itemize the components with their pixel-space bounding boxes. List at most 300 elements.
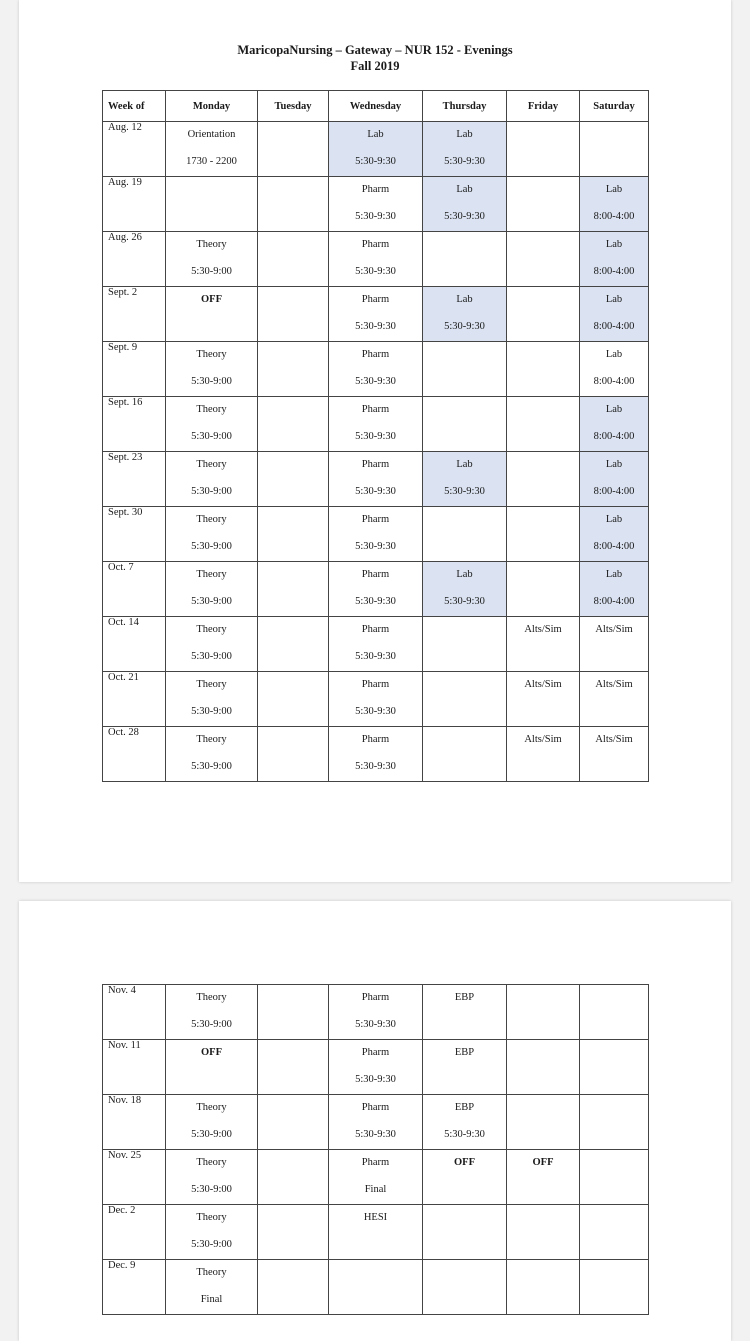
cell-session (507, 238, 579, 251)
cell-time (507, 210, 579, 223)
friday-cell (507, 177, 580, 232)
cell-time: 5:30-9:30 (444, 596, 485, 607)
cell-time (329, 1238, 422, 1251)
cell-time (258, 1183, 328, 1196)
cell-session: Lab (605, 514, 623, 525)
cell-time (258, 155, 328, 168)
tuesday-cell (258, 1205, 329, 1260)
friday-cell (507, 287, 580, 342)
cell-session (258, 513, 328, 526)
saturday-cell (580, 232, 649, 287)
cell-session (507, 1211, 579, 1224)
thursday-cell (423, 397, 507, 452)
cell-time: 5:30-9:30 (355, 211, 396, 222)
cell-time (507, 155, 579, 168)
cell-session: EBP (454, 992, 475, 1003)
table-row (103, 1040, 649, 1095)
cell-time (166, 320, 257, 333)
cell-session: HESI (363, 1212, 388, 1223)
cell-session (507, 1046, 579, 1059)
cell-session (580, 1266, 648, 1279)
cell-time (423, 705, 506, 718)
cell-session (258, 128, 328, 141)
tuesday-cell (258, 177, 329, 232)
tuesday-cell (258, 672, 329, 727)
cell-time (423, 1073, 506, 1086)
cell-time (580, 705, 648, 718)
cell-time: 5:30-9:00 (191, 761, 232, 772)
header-monday: Monday (166, 91, 258, 122)
saturday-cell (580, 1205, 649, 1260)
cell-session (258, 733, 328, 746)
week-of-cell: Oct. 21 (103, 672, 166, 727)
tuesday-cell (258, 1040, 329, 1095)
cell-time: 5:30-9:30 (355, 1129, 396, 1140)
saturday-cell (580, 727, 649, 782)
week-of-cell: Sept. 2 (103, 287, 166, 342)
cell-session: Pharm (361, 992, 390, 1003)
wednesday-cell (329, 1205, 423, 1260)
cell-time: 5:30-9:00 (191, 1184, 232, 1195)
wednesday-cell (329, 177, 423, 232)
cell-session: Theory (196, 1267, 227, 1278)
friday-cell (507, 232, 580, 287)
cell-time: 5:30-9:00 (191, 266, 232, 277)
cell-time (166, 1073, 257, 1086)
cell-session (507, 458, 579, 471)
cell-time (258, 1073, 328, 1086)
saturday-cell (580, 287, 649, 342)
monday-cell (166, 232, 258, 287)
cell-session (258, 403, 328, 416)
wednesday-cell (329, 1260, 423, 1315)
cell-session: Alts/Sim (524, 624, 562, 635)
cell-time: 5:30-9:00 (191, 486, 232, 497)
cell-session (580, 991, 648, 1004)
week-of-cell: Aug. 19 (103, 177, 166, 232)
cell-time: 5:30-9:30 (444, 1129, 485, 1140)
wednesday-cell (329, 232, 423, 287)
monday-cell (166, 452, 258, 507)
cell-time: 5:30-9:30 (444, 211, 485, 222)
friday-cell (507, 452, 580, 507)
monday-cell (166, 1040, 258, 1095)
cell-time: 8:00-4:00 (593, 431, 635, 442)
cell-time: 5:30-9:00 (191, 1129, 232, 1140)
document-title-line2: Fall 2019 (350, 59, 400, 73)
monday-cell (166, 617, 258, 672)
cell-session: Pharm (361, 294, 390, 305)
monday-cell (166, 177, 258, 232)
cell-session: Orientation (187, 129, 236, 140)
cell-session: Alts/Sim (524, 679, 562, 690)
cell-session: Lab (605, 184, 623, 195)
monday-cell (166, 287, 258, 342)
cell-time: 5:30-9:30 (355, 1019, 396, 1030)
cell-time (258, 265, 328, 278)
cell-session: Pharm (361, 734, 390, 745)
cell-time (507, 375, 579, 388)
cell-time (507, 430, 579, 443)
cell-time (580, 1018, 648, 1031)
cell-time: 5:30-9:30 (355, 651, 396, 662)
cell-session (258, 991, 328, 1004)
cell-session: OFF (532, 1157, 554, 1168)
week-of-cell: Aug. 26 (103, 232, 166, 287)
wednesday-cell (329, 1150, 423, 1205)
monday-cell (166, 1150, 258, 1205)
cell-time: 8:00-4:00 (593, 211, 635, 222)
friday-cell (507, 985, 580, 1040)
cell-session: Theory (196, 992, 227, 1003)
cell-time (507, 705, 579, 718)
cell-time: 1730 - 2200 (186, 156, 237, 167)
friday-cell (507, 617, 580, 672)
thursday-cell (423, 122, 507, 177)
cell-session: Theory (196, 1212, 227, 1223)
cell-time: 5:30-9:30 (355, 321, 396, 332)
cell-time (507, 760, 579, 773)
thursday-cell (423, 1260, 507, 1315)
cell-time (507, 1128, 579, 1141)
cell-session (258, 1046, 328, 1059)
cell-session: Lab (456, 569, 473, 580)
monday-cell (166, 1095, 258, 1150)
table-row (103, 287, 649, 342)
thursday-cell (423, 985, 507, 1040)
cell-time (423, 540, 506, 553)
wednesday-cell (329, 342, 423, 397)
table-row (103, 562, 649, 617)
cell-session (258, 623, 328, 636)
table-row (103, 985, 649, 1040)
week-of-cell: Sept. 30 (103, 507, 166, 562)
cell-time (258, 540, 328, 553)
thursday-cell (423, 287, 507, 342)
cell-session (423, 623, 506, 636)
cell-time: 8:00-4:00 (593, 596, 635, 607)
cell-session (580, 128, 648, 141)
monday-cell (166, 1205, 258, 1260)
cell-session (507, 1266, 579, 1279)
friday-cell (507, 507, 580, 562)
cell-time (423, 430, 506, 443)
friday-cell (507, 1150, 580, 1205)
header-wednesday: Wednesday (329, 91, 423, 122)
saturday-cell (580, 507, 649, 562)
cell-time (580, 155, 648, 168)
thursday-cell (423, 672, 507, 727)
tuesday-cell (258, 1150, 329, 1205)
cell-time (258, 595, 328, 608)
saturday-cell (580, 1150, 649, 1205)
cell-session: Alts/Sim (595, 624, 633, 635)
cell-time: 5:30-9:30 (355, 706, 396, 717)
cell-time (580, 1238, 648, 1251)
friday-cell (507, 1040, 580, 1095)
table-row (103, 727, 649, 782)
cell-time (258, 375, 328, 388)
week-of-cell: Sept. 9 (103, 342, 166, 397)
table-row (103, 507, 649, 562)
thursday-cell (423, 1205, 507, 1260)
table-row (103, 452, 649, 507)
cell-time (423, 1238, 506, 1251)
cell-session (423, 678, 506, 691)
wednesday-cell (329, 507, 423, 562)
wednesday-cell (329, 452, 423, 507)
friday-cell (507, 122, 580, 177)
cell-time: 8:00-4:00 (593, 541, 635, 552)
cell-session: OFF (201, 294, 222, 305)
cell-session: Theory (196, 734, 227, 745)
wednesday-cell (329, 397, 423, 452)
cell-time: 5:30-9:30 (355, 486, 396, 497)
cell-time (258, 1128, 328, 1141)
table-row (103, 1150, 649, 1205)
thursday-cell (423, 1040, 507, 1095)
cell-session (258, 568, 328, 581)
tuesday-cell (258, 232, 329, 287)
cell-session: Alts/Sim (524, 734, 562, 745)
cell-time: 5:30-9:00 (191, 431, 232, 442)
cell-session (580, 1046, 648, 1059)
wednesday-cell (329, 1040, 423, 1095)
cell-time (507, 265, 579, 278)
monday-cell (166, 507, 258, 562)
cell-session: Theory (196, 514, 227, 525)
cell-session: Lab (605, 294, 623, 305)
cell-session (258, 678, 328, 691)
cell-session: Pharm (361, 349, 390, 360)
tuesday-cell (258, 617, 329, 672)
cell-time: 5:30-9:30 (444, 486, 485, 497)
week-of-cell: Nov. 25 (103, 1150, 166, 1205)
cell-session (258, 1266, 328, 1279)
cell-time (507, 595, 579, 608)
cell-time (507, 540, 579, 553)
cell-time: 8:00-4:00 (593, 486, 635, 497)
cell-session: Pharm (361, 569, 390, 580)
monday-cell (166, 727, 258, 782)
table-row (103, 342, 649, 397)
cell-time (507, 1018, 579, 1031)
cell-time (580, 760, 648, 773)
cell-session (258, 1211, 328, 1224)
cell-session: Theory (196, 569, 227, 580)
cell-session (507, 128, 579, 141)
cell-session (580, 1211, 648, 1224)
cell-time: 5:30-9:00 (191, 651, 232, 662)
tuesday-cell (258, 985, 329, 1040)
cell-session (258, 1156, 328, 1169)
cell-time: 5:30-9:30 (355, 596, 396, 607)
cell-time (423, 1183, 506, 1196)
cell-session (423, 1211, 506, 1224)
cell-session: Pharm (361, 1047, 390, 1058)
cell-time (580, 650, 648, 663)
cell-session (329, 1266, 422, 1279)
cell-time: 5:30-9:00 (191, 1239, 232, 1250)
cell-session (507, 403, 579, 416)
document-title (19, 42, 731, 74)
cell-session: Pharm (361, 1157, 390, 1168)
week-of-cell: Dec. 9 (103, 1260, 166, 1315)
cell-session: Theory (196, 459, 227, 470)
cell-time: 5:30-9:30 (444, 321, 485, 332)
monday-cell (166, 1260, 258, 1315)
week-of-cell: Oct. 28 (103, 727, 166, 782)
table-row (103, 1095, 649, 1150)
cell-time (507, 1183, 579, 1196)
cell-time: 8:00-4:00 (593, 266, 635, 277)
thursday-cell (423, 1095, 507, 1150)
cell-session: Pharm (361, 459, 390, 470)
saturday-cell (580, 122, 649, 177)
cell-session: EBP (454, 1102, 475, 1113)
cell-session (166, 183, 257, 196)
cell-session (258, 348, 328, 361)
cell-session: Lab (456, 459, 473, 470)
cell-time (258, 1238, 328, 1251)
cell-session (423, 513, 506, 526)
tuesday-cell (258, 507, 329, 562)
cell-time (507, 1238, 579, 1251)
cell-time (329, 1293, 422, 1306)
tuesday-cell (258, 1260, 329, 1315)
document-page-2 (19, 901, 731, 1341)
week-of-cell: Oct. 7 (103, 562, 166, 617)
cell-session (423, 403, 506, 416)
cell-time: 5:30-9:00 (191, 596, 232, 607)
cell-time: 5:30-9:30 (355, 431, 396, 442)
table-row (103, 232, 649, 287)
thursday-cell (423, 562, 507, 617)
cell-session: Pharm (361, 624, 390, 635)
week-of-cell: Dec. 2 (103, 1205, 166, 1260)
thursday-cell (423, 1150, 507, 1205)
saturday-cell (580, 985, 649, 1040)
wednesday-cell (329, 727, 423, 782)
header-tuesday: Tuesday (258, 91, 329, 122)
cell-time (423, 1293, 506, 1306)
week-of-cell: Nov. 18 (103, 1095, 166, 1150)
tuesday-cell (258, 452, 329, 507)
monday-cell (166, 342, 258, 397)
cell-time (580, 1293, 648, 1306)
tuesday-cell (258, 1095, 329, 1150)
cell-session (423, 238, 506, 251)
tuesday-cell (258, 122, 329, 177)
cell-time: 5:30-9:30 (355, 376, 396, 387)
saturday-cell (580, 1095, 649, 1150)
cell-time (258, 705, 328, 718)
friday-cell (507, 562, 580, 617)
cell-session: Pharm (361, 184, 390, 195)
week-of-cell: Nov. 11 (103, 1040, 166, 1095)
tuesday-cell (258, 397, 329, 452)
cell-session: Pharm (361, 679, 390, 690)
cell-session: Theory (196, 404, 227, 415)
tuesday-cell (258, 562, 329, 617)
cell-time (423, 760, 506, 773)
cell-session (507, 183, 579, 196)
cell-time: 5:30-9:30 (355, 156, 396, 167)
cell-session (507, 513, 579, 526)
cell-session: Lab (456, 184, 473, 195)
cell-time: 5:30-9:30 (355, 541, 396, 552)
saturday-cell (580, 342, 649, 397)
cell-time (507, 320, 579, 333)
table-row (103, 1260, 649, 1315)
table-row (103, 397, 649, 452)
header-saturday: Saturday (580, 91, 649, 122)
cell-session: Lab (456, 129, 473, 140)
wednesday-cell (329, 287, 423, 342)
document-title-line1: MaricopaNursing – Gateway – NUR 152 - Evenings (237, 43, 513, 57)
friday-cell (507, 1205, 580, 1260)
cell-session (580, 1101, 648, 1114)
saturday-cell (580, 397, 649, 452)
cell-time (258, 1293, 328, 1306)
monday-cell (166, 122, 258, 177)
saturday-cell (580, 617, 649, 672)
saturday-cell (580, 177, 649, 232)
wednesday-cell (329, 1095, 423, 1150)
cell-session: Alts/Sim (595, 734, 633, 745)
cell-session: Theory (196, 679, 227, 690)
cell-session (258, 183, 328, 196)
cell-session: Theory (196, 349, 227, 360)
cell-session: OFF (201, 1047, 222, 1058)
thursday-cell (423, 452, 507, 507)
thursday-cell (423, 507, 507, 562)
wednesday-cell (329, 122, 423, 177)
cell-session: Lab (605, 349, 623, 360)
cell-time: 5:30-9:30 (355, 1074, 396, 1085)
cell-session (258, 238, 328, 251)
cell-time (507, 1293, 579, 1306)
week-of-cell: Nov. 4 (103, 985, 166, 1040)
cell-session: Theory (196, 624, 227, 635)
cell-time (507, 485, 579, 498)
cell-time (258, 320, 328, 333)
thursday-cell (423, 342, 507, 397)
cell-time: 5:30-9:00 (191, 376, 232, 387)
week-of-cell: Sept. 16 (103, 397, 166, 452)
cell-time (258, 430, 328, 443)
cell-time (258, 485, 328, 498)
cell-session: Lab (456, 294, 473, 305)
cell-session (507, 991, 579, 1004)
cell-time (258, 1018, 328, 1031)
cell-session (507, 1101, 579, 1114)
cell-session: Pharm (361, 404, 390, 415)
cell-session (258, 293, 328, 306)
cell-session (423, 733, 506, 746)
cell-time (423, 1018, 506, 1031)
friday-cell (507, 1260, 580, 1315)
week-of-cell: Sept. 23 (103, 452, 166, 507)
monday-cell (166, 985, 258, 1040)
friday-cell (507, 342, 580, 397)
cell-session: Alts/Sim (595, 679, 633, 690)
cell-time (507, 650, 579, 663)
cell-time (580, 1073, 648, 1086)
friday-cell (507, 397, 580, 452)
cell-session: Lab (605, 404, 623, 415)
table-row (103, 617, 649, 672)
